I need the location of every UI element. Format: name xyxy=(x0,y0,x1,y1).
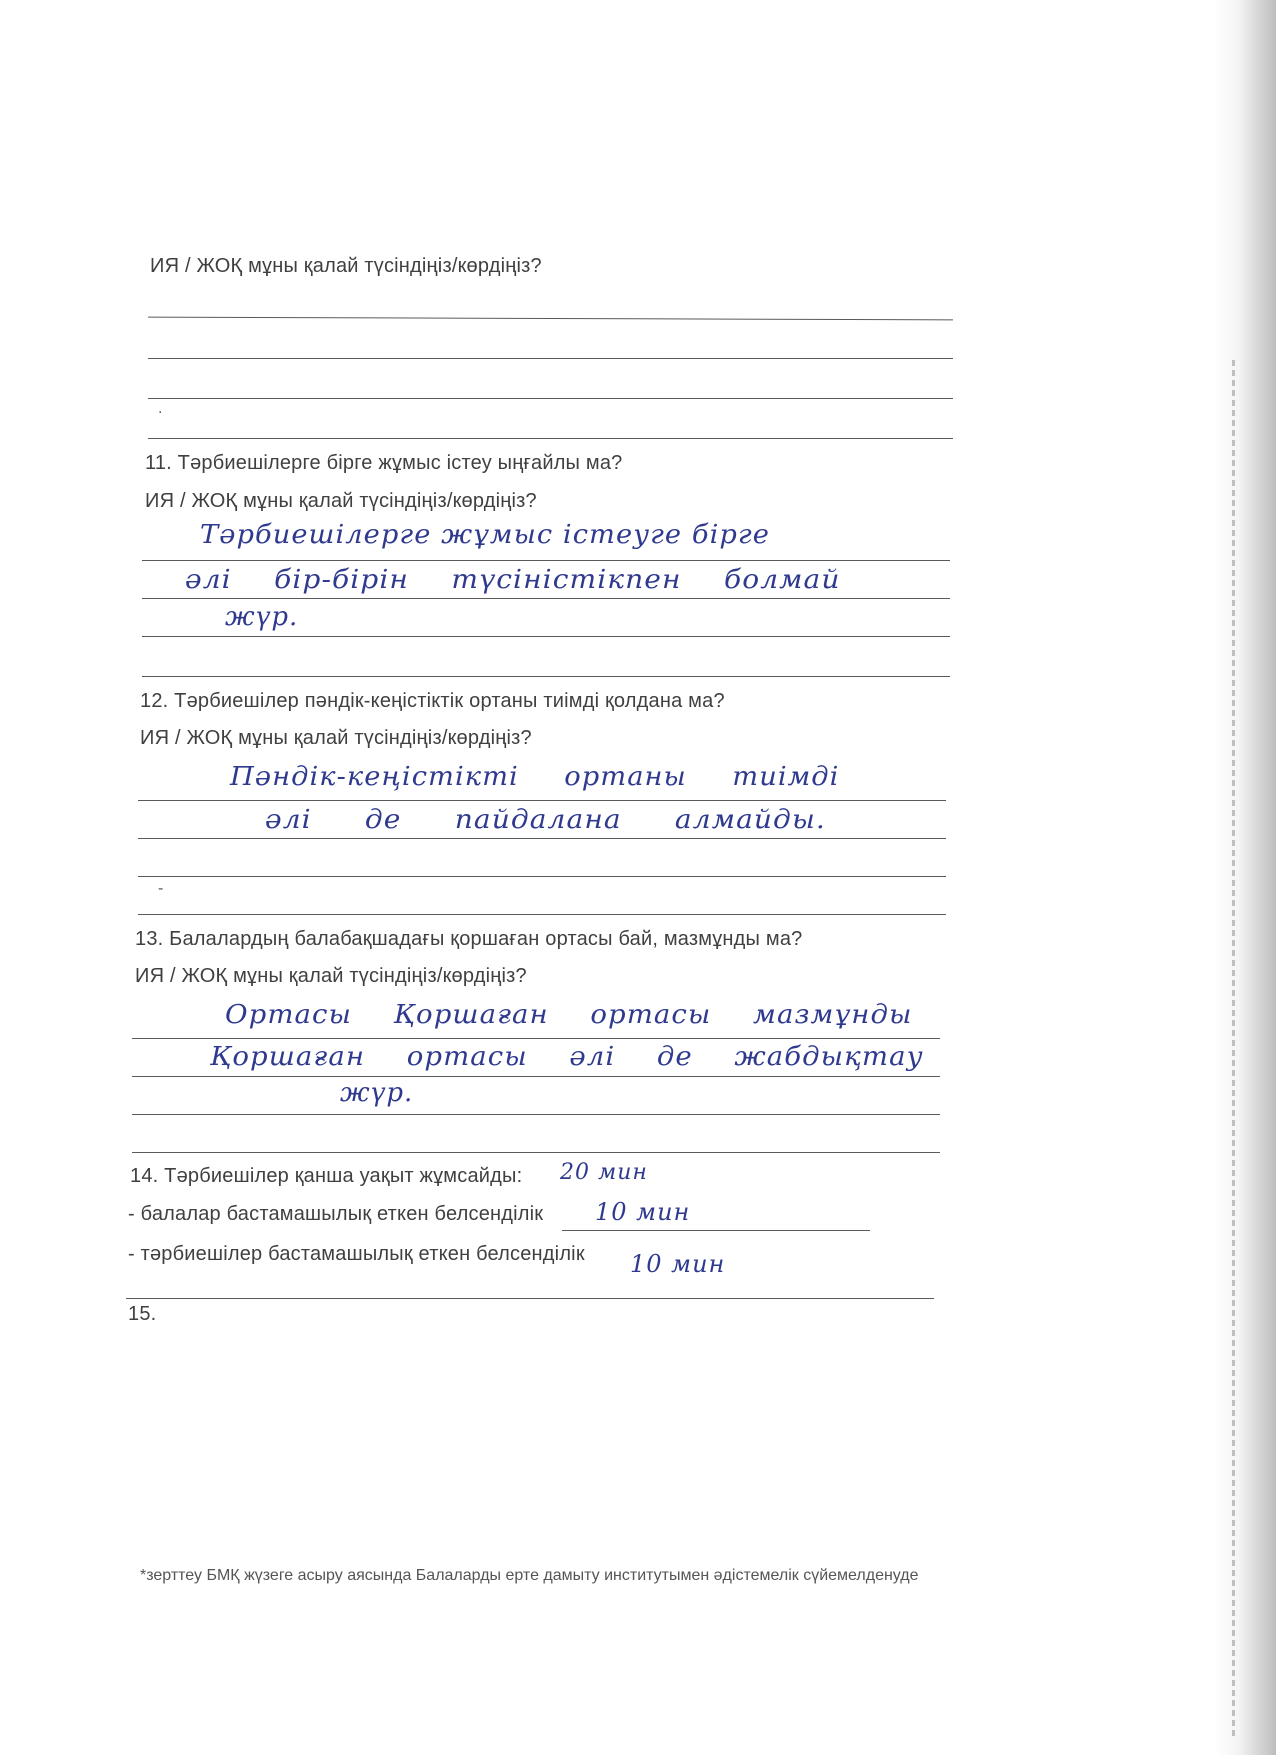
answer-line xyxy=(132,1152,940,1153)
q11-answer-line-2: әлі бір-бірін түсіністікпен болмай xyxy=(185,565,841,595)
q12-prompt: ИЯ / ЖОҚ мұны қалай түсіндіңіз/көрдіңіз? xyxy=(140,727,532,749)
answer-line xyxy=(148,317,953,321)
answer-line xyxy=(138,876,946,877)
q13-answer-line-3: жүр. xyxy=(340,1078,414,1108)
q14-children-label: - балалар бастамашылық еткен белсенділік xyxy=(128,1203,544,1225)
answer-line xyxy=(132,1038,940,1039)
answer-line xyxy=(148,358,953,359)
q11-prompt: ИЯ / ЖОҚ мұны қалай түсіндіңіз/көрдіңіз? xyxy=(145,490,537,512)
q13-prompt: ИЯ / ЖОҚ мұны қалай түсіндіңіз/көрдіңіз? xyxy=(135,965,527,987)
stray-mark: - xyxy=(158,880,164,897)
answer-line xyxy=(562,1230,870,1231)
q11-question: 11. Тәрбиешілерге бірге жұмыс істеу ыңғайлы ма? xyxy=(145,452,623,474)
answer-line xyxy=(138,838,946,839)
answer-line xyxy=(148,398,953,399)
answer-line xyxy=(142,676,950,677)
q13-answer-line-1: Ортасы Қоршаған ортасы мазмұнды xyxy=(225,1000,913,1030)
q15-number: 15. xyxy=(128,1303,157,1325)
q12-question: 12. Тәрбиешілер пәндік-кеңістіктік ортаны тиімді қолдана ма? xyxy=(140,690,725,712)
footnote: *зерттеу БМҚ жүзеге асыру аясында Балаларды ерте дамыту институтымен әдістемелік сүйемелденуде xyxy=(140,1567,919,1584)
q11-answer-line-3: жүр. xyxy=(225,602,299,632)
q14-children-answer: 10 мин xyxy=(595,1198,691,1226)
answer-line xyxy=(142,636,950,637)
q14-teachers-answer: 10 мин xyxy=(630,1250,726,1278)
answer-line xyxy=(132,1114,940,1115)
q12-answer-line-1: Пәндік-кеңістікті ортаны тиімді xyxy=(230,762,840,792)
scan-shadow-edge xyxy=(1214,0,1276,1755)
q11-answer-line-1: Тәрбиешілерге жұмыс істеуге бірге xyxy=(200,520,770,550)
answer-line xyxy=(138,800,946,801)
q14-teachers-label: - тәрбиешілер бастамашылық еткен белсенділік xyxy=(128,1243,585,1265)
q14-question: 14. Тәрбиешілер қанша уақыт жұмсайды: xyxy=(130,1165,523,1187)
q13-question: 13. Балалардың балабақшадағы қоршаған ортасы бай, мазмұнды ма? xyxy=(135,928,803,950)
answer-line xyxy=(126,1298,934,1299)
answer-line xyxy=(142,560,950,561)
answer-line xyxy=(132,1076,940,1077)
answer-line xyxy=(148,438,953,439)
q13-answer-line-2: Қоршаған ортасы әлі де жабдықтау xyxy=(210,1042,924,1072)
answer-line xyxy=(138,914,946,915)
q14-answer: 20 мин xyxy=(560,1160,648,1185)
q10-prompt: ИЯ / ЖОҚ мұны қалай түсіндіңіз/көрдіңіз? xyxy=(150,255,542,277)
q12-answer-line-2: әлі де пайдалана алмайды. xyxy=(265,805,826,835)
answer-line xyxy=(142,598,950,599)
stray-mark: . xyxy=(158,400,163,417)
